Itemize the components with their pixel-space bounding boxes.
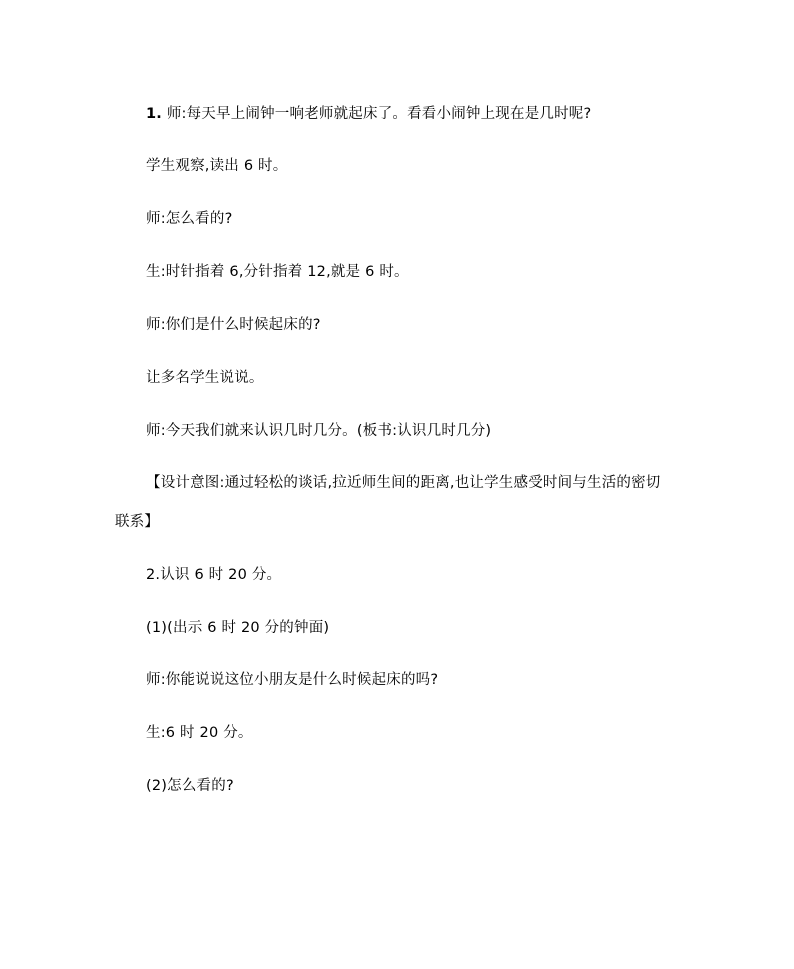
paragraph-10: (1)(出示 6 时 20 分的钟面) — [146, 620, 330, 636]
design-intent-line-1: 【设计意图:通过轻松的谈话,拉近师生间的距离,也让学生感受时间与生活的密切 — [146, 475, 661, 491]
paragraph-text: 师:每天早上闹钟一响老师就起床了。看看小闹钟上现在是几时呢? — [166, 106, 592, 122]
paragraph-12: 生:6 时 20 分。 — [146, 725, 253, 741]
paragraph-9: 2.认识 6 时 20 分。 — [146, 567, 282, 583]
paragraph-13: (2)怎么看的? — [146, 778, 234, 794]
design-intent-line-2: 联系】 — [115, 514, 160, 530]
paragraph-number: 1. — [146, 106, 162, 122]
paragraph-11: 师:你能说说这位小朋友是什么时候起床的吗? — [146, 672, 439, 688]
paragraph-4: 生:时针指着 6,分针指着 12,就是 6 时。 — [146, 264, 409, 280]
paragraph-1 — [146, 104, 591, 124]
paragraph-5: 师:你们是什么时候起床的? — [146, 317, 321, 333]
paragraph-2: 学生观察,读出 6 时。 — [146, 158, 288, 174]
paragraph-6: 让多名学生说说。 — [146, 370, 264, 386]
paragraph-3: 师:怎么看的? — [146, 211, 233, 227]
paragraph-7: 师:今天我们就来认识几时几分。(板书:认识几时几分) — [146, 423, 492, 439]
